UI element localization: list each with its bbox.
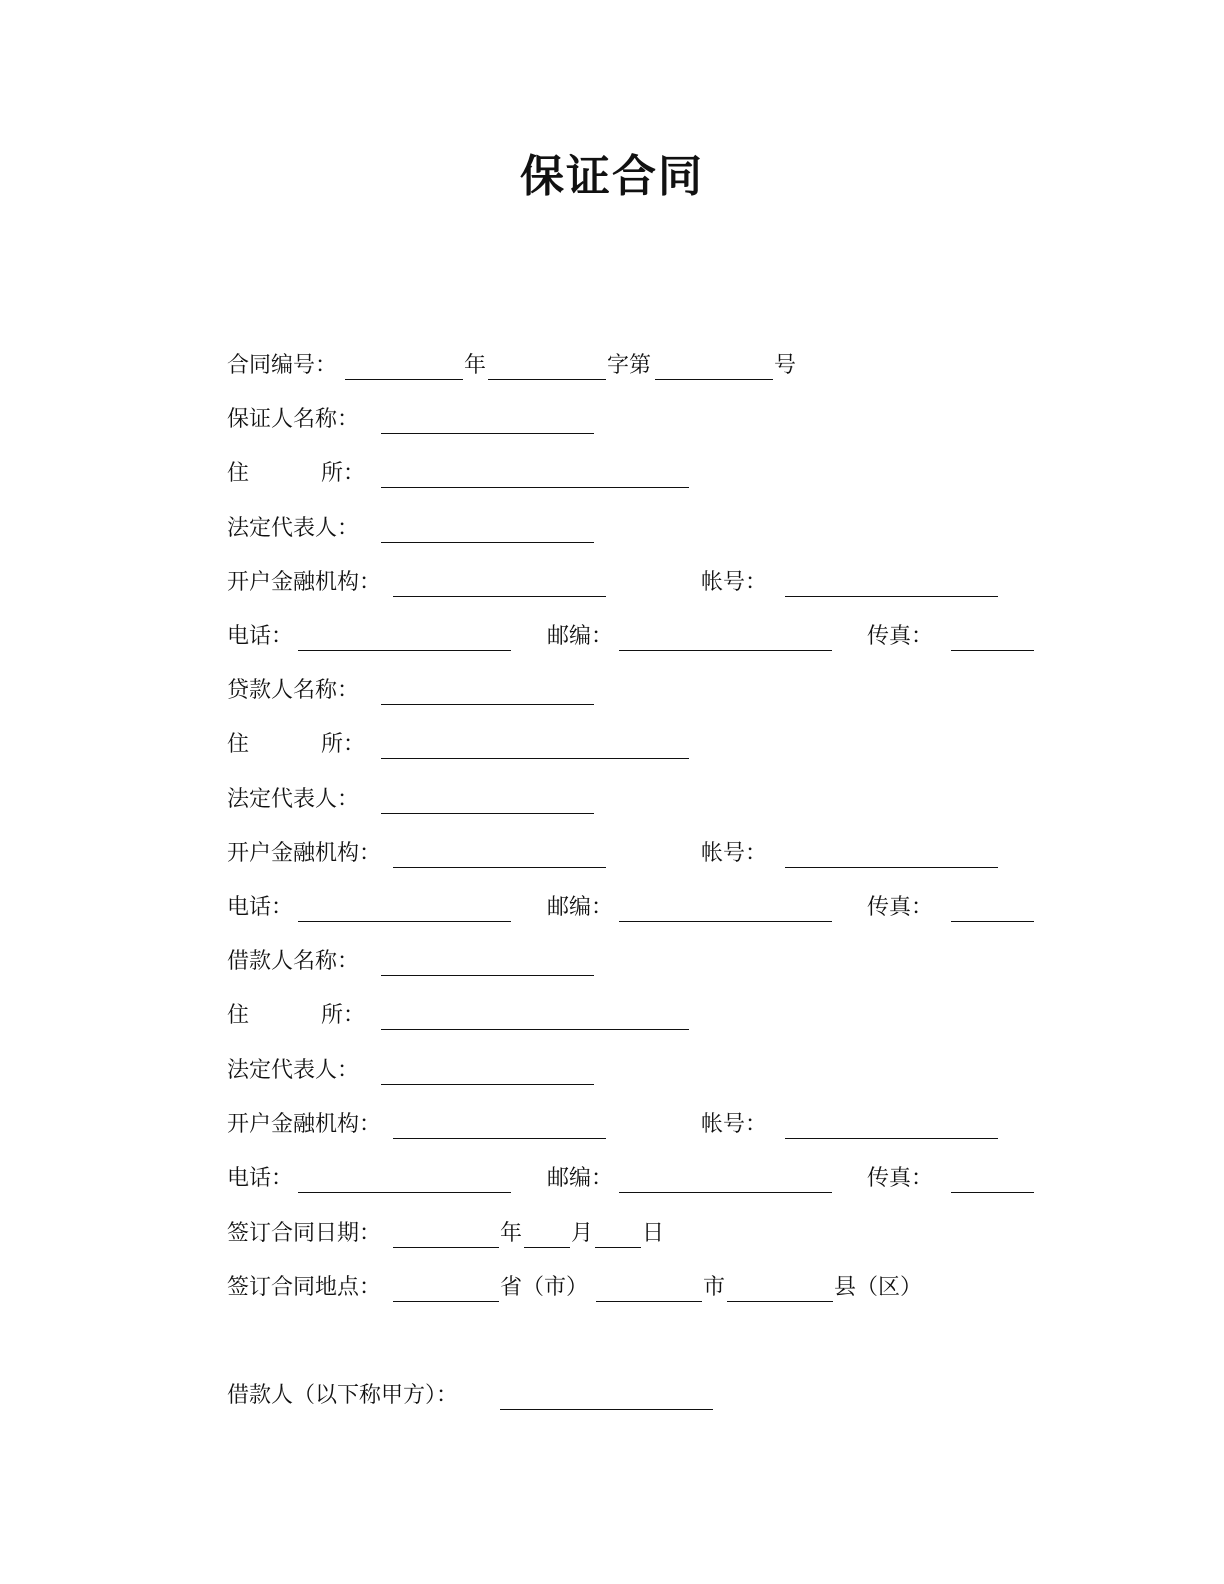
lender-postcode-field[interactable] <box>619 921 832 922</box>
guarantor-account-label: 帐号： <box>701 570 768 595</box>
sign-province-label: 省（市） <box>500 1275 589 1300</box>
lender-bank-row <box>0 839 1224 869</box>
sign-place-label: 签订合同地点： <box>227 1275 382 1300</box>
guarantor-address-field[interactable] <box>381 487 689 488</box>
borrower-fax-label: 传真： <box>867 1166 934 1191</box>
guarantor-legal-rep-label: 法定代表人： <box>227 516 360 541</box>
lender-name-label: 贷款人名称： <box>227 678 360 703</box>
guarantor-bank-label: 开户金融机构： <box>227 570 382 595</box>
contract-year-label: 年 <box>464 353 487 378</box>
borrower-phone-field[interactable] <box>298 1192 511 1193</box>
sign-county-label: 县（区） <box>834 1275 923 1300</box>
sign-date-label: 签订合同日期： <box>227 1221 382 1246</box>
borrower-address-label-2: 所： <box>321 1003 366 1028</box>
guarantor-fax-label: 传真： <box>867 624 934 649</box>
sign-province-field[interactable] <box>393 1301 499 1302</box>
guarantor-name-label: 保证人名称： <box>227 407 360 432</box>
borrower-address-label-1: 住 <box>227 1003 250 1028</box>
guarantor-legal-rep-row <box>0 514 1224 544</box>
sign-day-field[interactable] <box>595 1247 641 1248</box>
sign-place-row <box>0 1273 1224 1303</box>
guarantor-postcode-field[interactable] <box>619 650 832 651</box>
lender-address-label-2: 所： <box>321 732 366 757</box>
guarantor-bank-row <box>0 568 1224 598</box>
party-a-label: 借款人（以下称甲方）： <box>227 1383 459 1408</box>
sign-year-field[interactable] <box>393 1247 499 1248</box>
lender-address-field[interactable] <box>381 758 689 759</box>
borrower-name-label: 借款人名称： <box>227 949 360 974</box>
sign-day-label: 日 <box>642 1221 665 1246</box>
contract-no-field[interactable] <box>655 379 773 380</box>
lender-address-label-1: 住 <box>227 732 250 757</box>
borrower-legal-rep-label: 法定代表人： <box>227 1058 360 1083</box>
lender-phone-field[interactable] <box>298 921 511 922</box>
guarantor-address-label-2: 所： <box>321 461 366 486</box>
borrower-postcode-label: 邮编： <box>547 1166 614 1191</box>
contract-char-field[interactable] <box>488 379 606 380</box>
guarantor-bank-field[interactable] <box>393 596 606 597</box>
guarantor-address-row <box>0 459 1224 489</box>
guarantor-account-field[interactable] <box>785 596 998 597</box>
guarantor-phone-label: 电话： <box>227 624 294 649</box>
borrower-address-row <box>0 1001 1224 1031</box>
lender-contact-row <box>0 893 1224 923</box>
sign-date-row <box>0 1219 1224 1249</box>
borrower-name-row <box>0 947 1224 977</box>
lender-name-field[interactable] <box>381 704 594 705</box>
guarantor-postcode-label: 邮编： <box>547 624 614 649</box>
lender-account-field[interactable] <box>785 867 998 868</box>
contract-char-label: 字第 <box>607 353 652 378</box>
guarantor-legal-rep-field[interactable] <box>381 542 594 543</box>
lender-phone-label: 电话： <box>227 895 294 920</box>
borrower-legal-rep-field[interactable] <box>381 1084 594 1085</box>
sign-month-label: 月 <box>571 1221 594 1246</box>
borrower-name-field[interactable] <box>381 975 594 976</box>
sign-month-field[interactable] <box>524 1247 570 1248</box>
lender-postcode-label: 邮编： <box>547 895 614 920</box>
contract-number-row <box>0 351 1224 381</box>
contract-no-label: 号 <box>774 353 797 378</box>
lender-bank-field[interactable] <box>393 867 606 868</box>
guarantor-phone-field[interactable] <box>298 650 511 651</box>
borrower-phone-label: 电话： <box>227 1166 294 1191</box>
contract-number-label: 合同编号： <box>227 353 338 378</box>
lender-account-label: 帐号： <box>701 841 768 866</box>
lender-fax-field[interactable] <box>951 921 1034 922</box>
lender-bank-label: 开户金融机构： <box>227 841 382 866</box>
borrower-bank-field[interactable] <box>393 1138 606 1139</box>
borrower-account-label: 帐号： <box>701 1112 768 1137</box>
guarantor-fax-field[interactable] <box>951 650 1034 651</box>
guarantor-contact-row <box>0 622 1224 652</box>
lender-fax-label: 传真： <box>867 895 934 920</box>
guarantor-name-field[interactable] <box>381 433 594 434</box>
lender-name-row <box>0 676 1224 706</box>
borrower-fax-field[interactable] <box>951 1192 1034 1193</box>
borrower-postcode-field[interactable] <box>619 1192 832 1193</box>
party-a-row <box>0 1381 1224 1411</box>
page-title: 保证合同 <box>520 151 704 202</box>
guarantor-name-row <box>0 405 1224 435</box>
sign-city-label: 市 <box>703 1275 726 1300</box>
borrower-legal-rep-row <box>0 1056 1224 1086</box>
sign-year-label: 年 <box>500 1221 523 1246</box>
borrower-bank-label: 开户金融机构： <box>227 1112 382 1137</box>
sign-county-field[interactable] <box>727 1301 833 1302</box>
lender-legal-rep-field[interactable] <box>381 813 594 814</box>
borrower-bank-row <box>0 1110 1224 1140</box>
borrower-account-field[interactable] <box>785 1138 998 1139</box>
guarantor-address-label-1: 住 <box>227 461 250 486</box>
contract-year-field[interactable] <box>345 379 463 380</box>
lender-address-row <box>0 730 1224 760</box>
sign-city-field[interactable] <box>596 1301 702 1302</box>
lender-legal-rep-label: 法定代表人： <box>227 787 360 812</box>
party-a-field[interactable] <box>500 1409 713 1410</box>
borrower-contact-row <box>0 1164 1224 1194</box>
lender-legal-rep-row <box>0 785 1224 815</box>
borrower-address-field[interactable] <box>381 1029 689 1030</box>
